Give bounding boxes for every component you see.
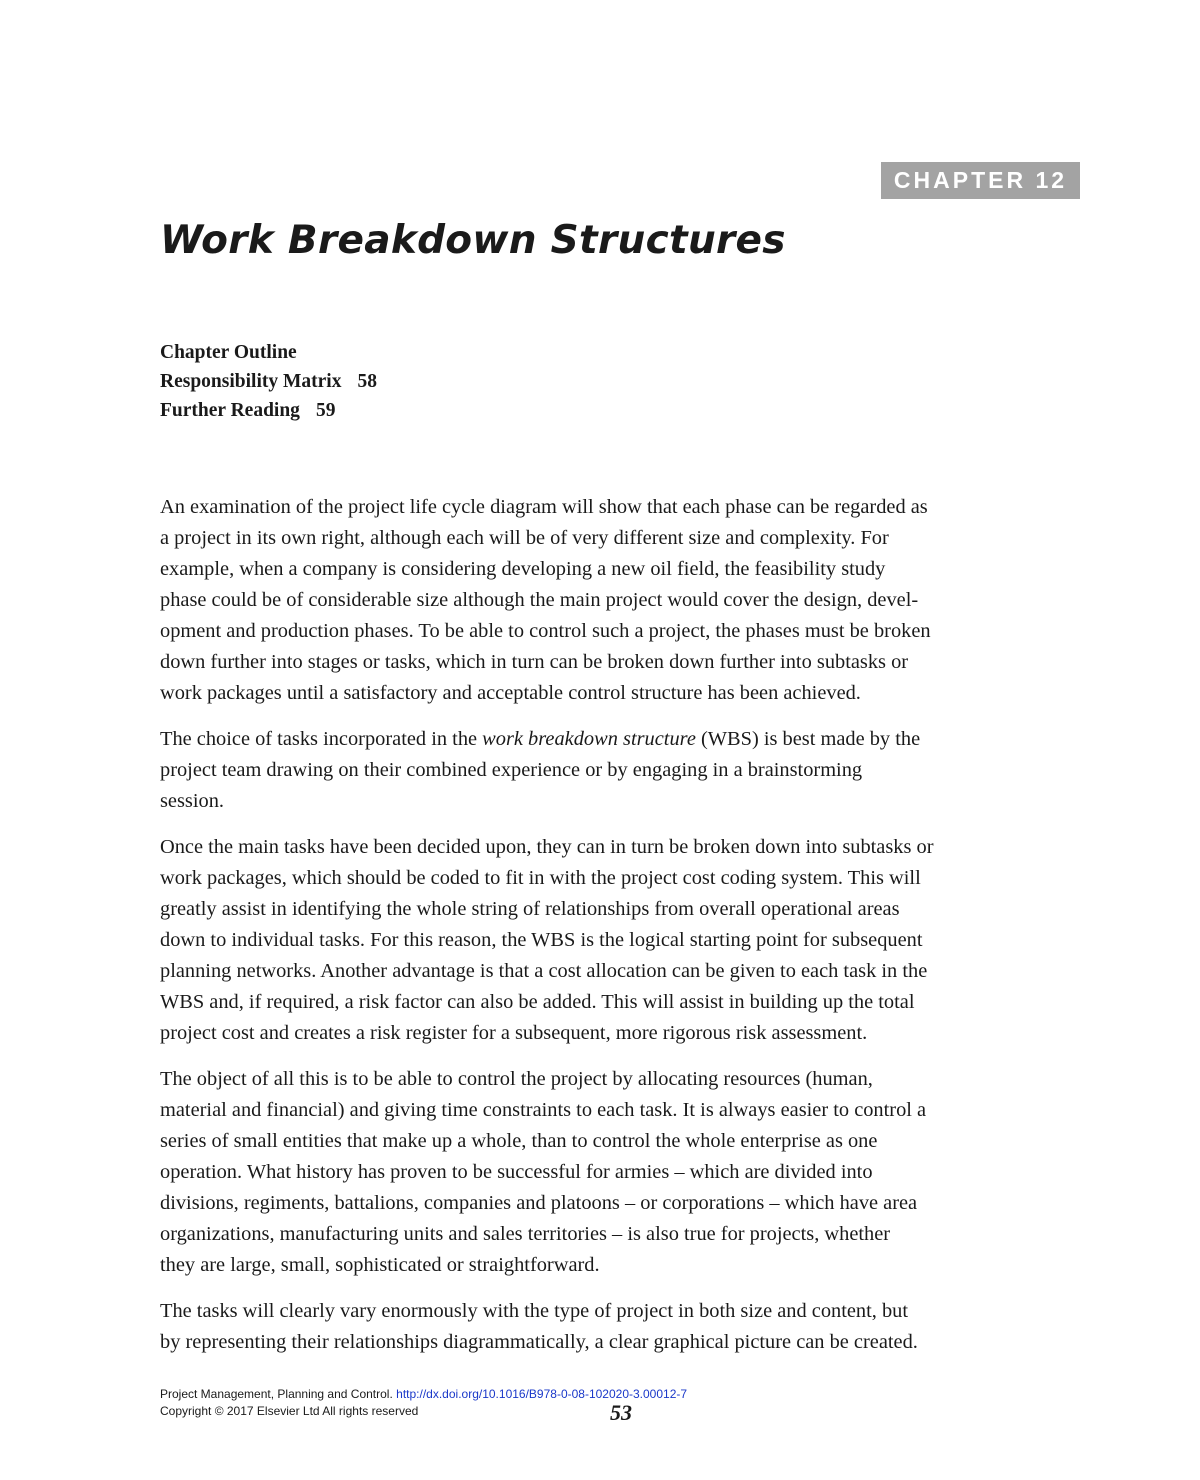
outline-item-page: 58: [357, 371, 377, 392]
outline-item-page: 59: [315, 400, 336, 421]
text-line: WBS and, if required, a risk factor can also be added. This will assist in building up the total: [160, 991, 915, 1013]
outline-item-label: Further Reading: [160, 400, 300, 421]
copyright-notice: Copyright © 2017 Elsevier Ltd All rights reserved: [160, 1404, 419, 1418]
text-line: down further into stages or tasks, which in turn can be broken down further into subtasks or: [160, 651, 909, 673]
text-line: greatly assist in identifying the whole string of relationships from overall operational areas: [160, 898, 900, 920]
chapter-label: CHAPTER 12: [893, 167, 1068, 193]
text-segment: (WBS) is best made by the: [695, 728, 921, 750]
text-line: phase could be of considerable size although the main project would cover the design, devel-: [160, 589, 919, 611]
outline-item[interactable]: [160, 396, 377, 425]
text-line: planning networks. Another advantage is that a cost allocation can be given to each task in the: [160, 960, 928, 982]
book-title: Project Management, Planning and Control.: [160, 1387, 393, 1401]
text-line: work packages until a satisfactory and acceptable control structure has been achieved.: [160, 682, 861, 704]
doi-link[interactable]: http://dx.doi.org/10.1016/B978-0-08-102020-3.00012-7: [396, 1387, 688, 1401]
text-line: they are large, small, sophisticated or straightforward.: [160, 1254, 600, 1276]
outline-item-label: Responsibility Matrix: [160, 371, 342, 392]
chapter-title: Work Breakdown Structures: [160, 218, 786, 263]
text-line: down to individual tasks. For this reason, the WBS is the logical starting point for subsequent: [160, 929, 923, 951]
text-line: operation. What history has proven to be successful for armies – which are divided into: [160, 1161, 873, 1183]
outline-item[interactable]: [160, 367, 377, 396]
paragraph-1: [160, 492, 1080, 709]
text-line: a project in its own right, although each will be of very different size and complexity. For: [160, 527, 889, 549]
paragraph-4: [160, 1064, 1080, 1281]
text-line: work packages, which should be coded to fit in with the project cost coding system. This will: [160, 867, 921, 889]
text-line: The object of all this is to be able to control the project by allocating resources (human,: [160, 1068, 873, 1090]
chapter-badge: [881, 162, 1080, 199]
text-line: An examination of the project life cycle diagram will show that each phase can be regarded as: [160, 496, 928, 518]
text-line: example, when a company is considering developing a new oil field, the feasibility study: [160, 558, 886, 580]
text-line: [160, 724, 1080, 755]
text-line: The tasks will clearly vary enormously with the type of project in both size and content, but: [160, 1300, 909, 1322]
text-line: series of small entities that make up a whole, than to control the whole enterprise as one: [160, 1130, 878, 1152]
paragraph-5: [160, 1296, 1080, 1358]
emphasis-term: work breakdown structure: [482, 728, 696, 750]
text-line: divisions, regiments, battalions, companies and platoons – or corporations – which have area: [160, 1192, 918, 1214]
text-line: by representing their relationships diagrammatically, a clear graphical picture can be created.: [160, 1331, 918, 1353]
text-segment: The choice of tasks incorporated in the: [160, 728, 483, 750]
text-line: project team drawing on their combined experience or by engaging in a brainstorming: [160, 759, 863, 781]
text-line: opment and production phases. To be able to control such a project, the phases must be broken: [160, 620, 931, 642]
chapter-outline: [160, 338, 377, 425]
paragraph-2: [160, 724, 1080, 817]
outline-heading: Chapter Outline: [160, 342, 297, 363]
text-line: Once the main tasks have been decided upon, they can in turn be broken down into subtasks or: [160, 836, 934, 858]
text-line: project cost and creates a risk register for a subsequent, more rigorous risk assessment.: [160, 1022, 868, 1044]
page-number: 53: [610, 1400, 632, 1425]
text-line: session.: [160, 790, 225, 812]
body-text: [160, 492, 1080, 1373]
text-line: material and financial) and giving time constraints to each task. It is always easier to control a: [160, 1099, 927, 1121]
paragraph-3: [160, 832, 1080, 1049]
text-line: organizations, manufacturing units and sales territories – is also true for projects, whether: [160, 1223, 891, 1245]
